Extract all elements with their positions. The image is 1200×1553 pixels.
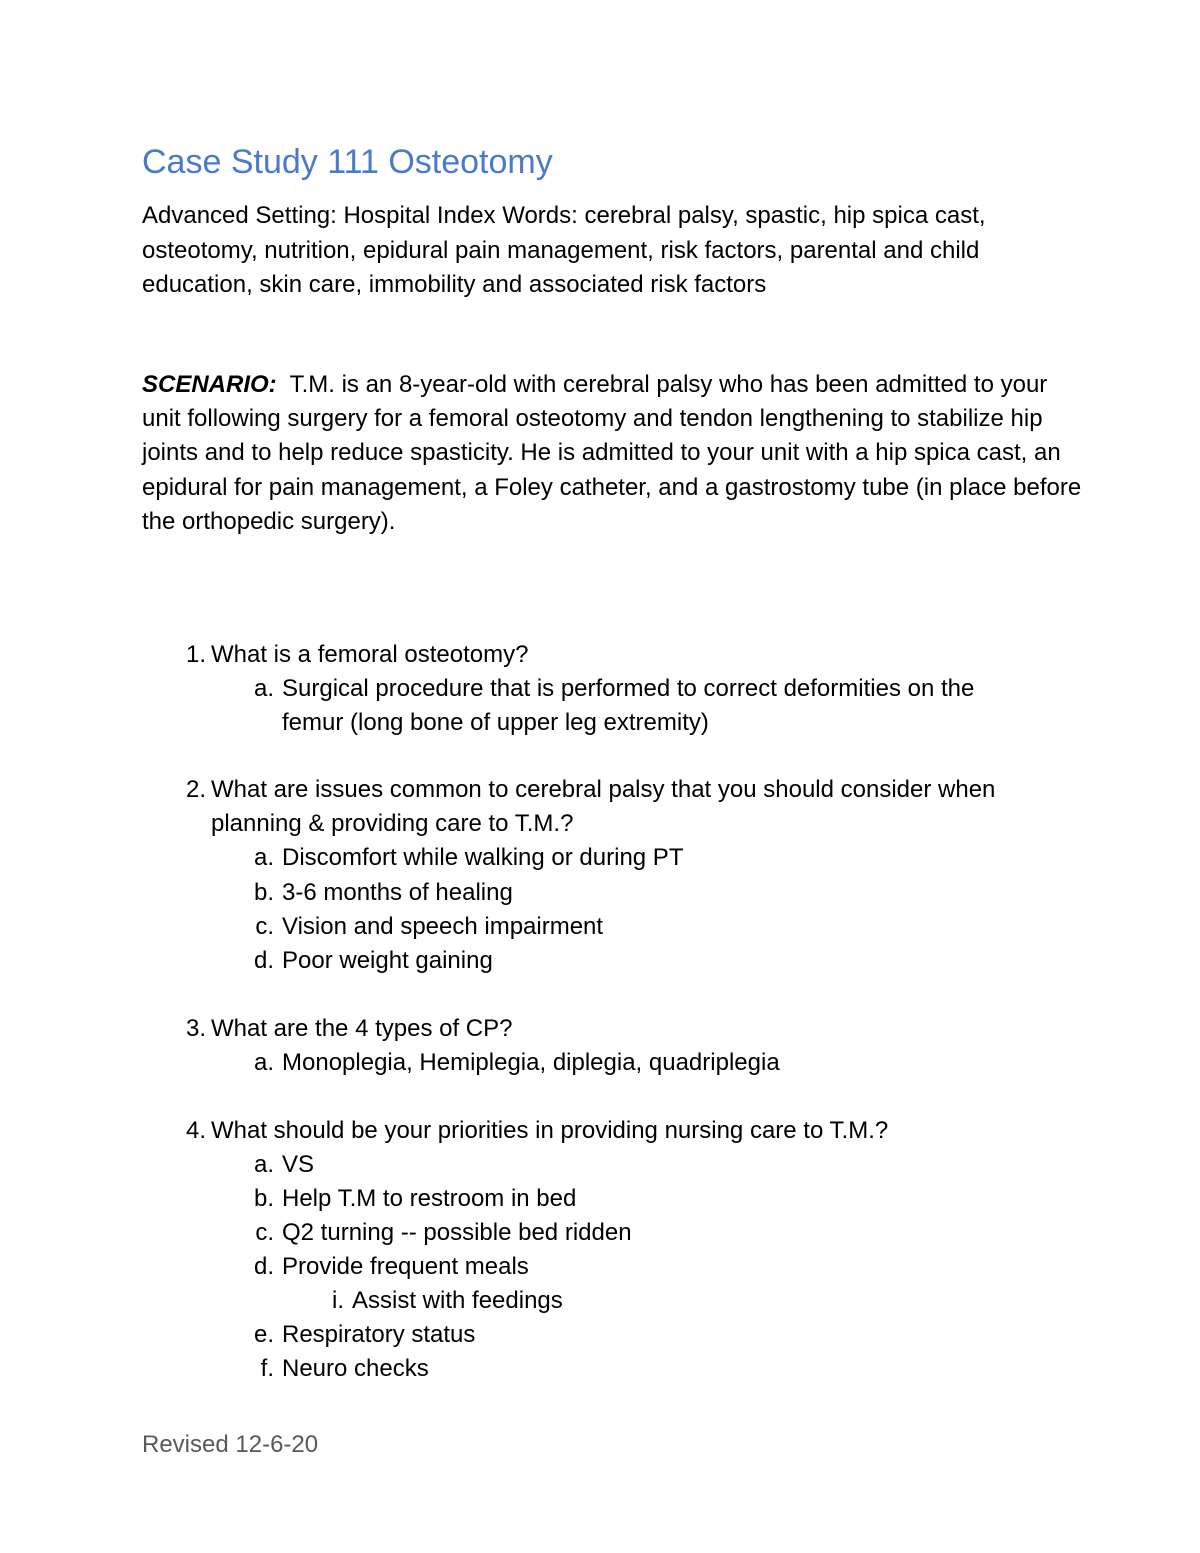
answer-letter: a.: [253, 844, 274, 871]
answer-letter: b.: [253, 1185, 274, 1212]
answer-text: 3-6 months of healing: [282, 879, 513, 906]
answer-text: Help T.M to restroom in bed: [282, 1185, 577, 1212]
answer-letter: a.: [253, 675, 274, 702]
answer-text: Vision and speech impairment: [282, 913, 604, 940]
intro-paragraph: Advanced Setting: Hospital Index Words: cerebral palsy, spastic, hip spica cast, osteotomy, nutrition, epidural pain management, risk factors, parental and child education, skin care, immobility and associated risk factors: [142, 202, 986, 298]
page-title: Case Study 111 Osteotomy: [142, 143, 553, 181]
answer-letter: a.: [253, 1151, 274, 1178]
question-number: 3.: [185, 1015, 206, 1042]
answer-text: Discomfort while walking or during PT: [282, 844, 684, 871]
answer-letter: b.: [253, 879, 274, 906]
answer-text: Assist with feedings: [352, 1287, 563, 1314]
revision-footer: Revised 12-6-20: [142, 1431, 319, 1458]
answer-letter: d.: [253, 947, 274, 974]
question-text: What is a femoral osteotomy?: [211, 641, 529, 668]
question-number: 2.: [185, 776, 206, 803]
answer-text: Poor weight gaining: [282, 947, 493, 974]
scenario-text: T.M. is an 8-year-old with cerebral palsy who has been admitted to your unit following surgery for a femoral osteotomy and tendon lengthening to stabilize hip joints and to help reduce spasticity. He is admitted to your unit with a hip spica cast, an epidural for pain management, a Foley catheter, and a gastrostomy tube (in place before the orthopedic surgery).: [142, 371, 1082, 535]
answer-letter: a.: [253, 1049, 274, 1076]
scenario-paragraph: [142, 368, 1082, 539]
answer-letter: c.: [255, 1219, 274, 1246]
answer-letter: e.: [253, 1321, 274, 1348]
answer-letter: c.: [255, 913, 274, 940]
question-text: What are the 4 types of CP?: [211, 1015, 513, 1042]
answer-text: Neuro checks: [282, 1355, 429, 1382]
answer-text: Surgical procedure that is performed to correct deformities on the femur (long bone of upper leg extremity): [282, 675, 975, 736]
question-number: 4.: [185, 1117, 206, 1144]
answer-text: Respiratory status: [282, 1321, 476, 1348]
answer-letter: d.: [253, 1253, 274, 1280]
question-text: What should be your priorities in providing nursing care to T.M.?: [211, 1117, 889, 1144]
answer-letter: f.: [260, 1355, 274, 1382]
answer-text: Monoplegia, Hemiplegia, diplegia, quadriplegia: [282, 1049, 780, 1076]
answer-text: Q2 turning -- possible bed ridden: [282, 1219, 632, 1246]
answer-text: Provide frequent meals: [282, 1253, 529, 1280]
question-number: 1.: [185, 641, 206, 668]
answer-text: VS: [282, 1151, 315, 1178]
scenario-label: SCENARIO:: [142, 371, 277, 398]
answer-letter: i.: [332, 1287, 344, 1314]
question-text: What are issues common to cerebral palsy that you should consider when planning & providing care to T.M.?: [211, 776, 996, 837]
